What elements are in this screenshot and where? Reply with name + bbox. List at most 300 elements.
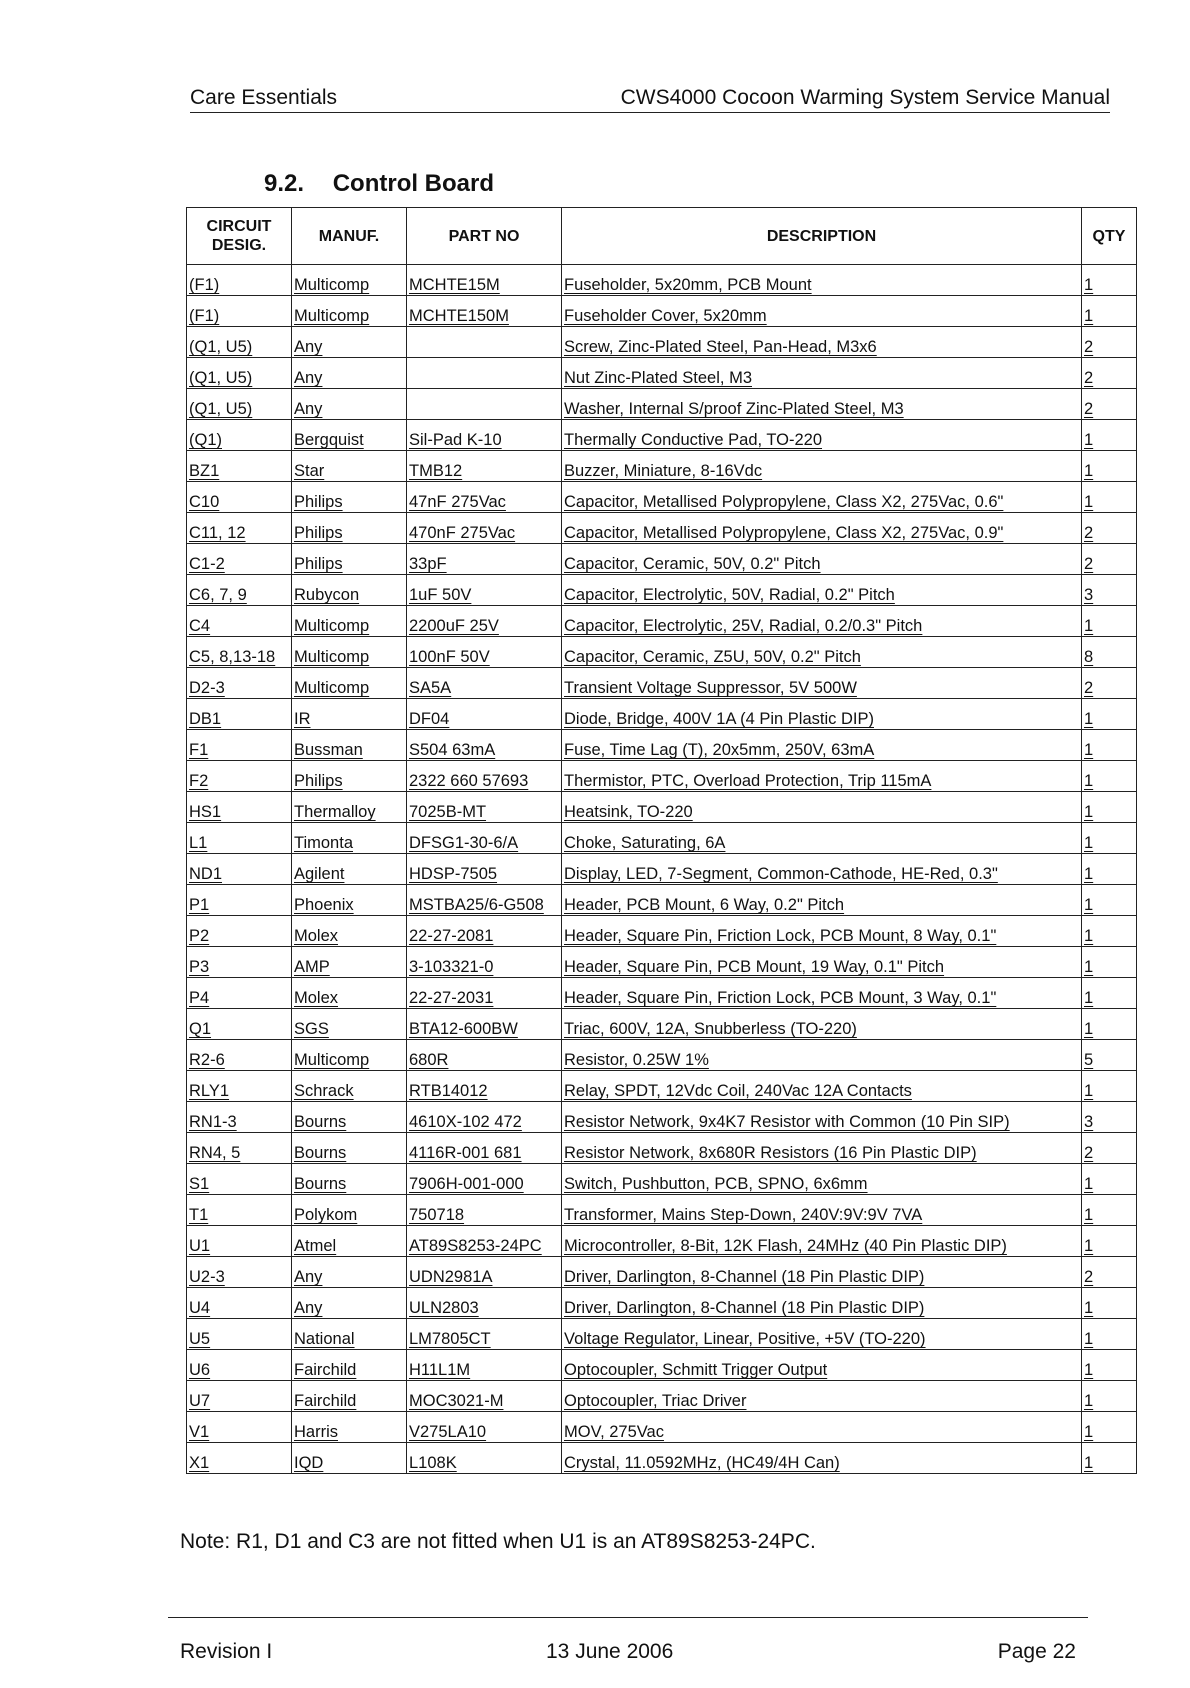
cell-qty-text: 2 — [1084, 369, 1094, 387]
cell-circuit-desig — [187, 296, 292, 327]
cell-qty-text: 3 — [1084, 1113, 1094, 1131]
cell-manufacturer-text: Bourns — [294, 1113, 347, 1131]
cell-qty-text: 1 — [1084, 462, 1094, 480]
cell-description — [562, 1226, 1082, 1257]
cell-manufacturer-text: SGS — [294, 1020, 329, 1038]
cell-part-no — [407, 1319, 562, 1350]
table-row — [187, 1381, 1137, 1412]
cell-description — [562, 389, 1082, 420]
cell-part-no-text: 7025B-MT — [409, 803, 487, 821]
cell-circuit-desig — [187, 668, 292, 699]
cell-description-text: Washer, Internal S/proof Zinc-Plated Steel, M3 — [564, 400, 904, 418]
cell-description — [562, 1102, 1082, 1133]
cell-circuit-desig-text: C1-2 — [189, 555, 225, 573]
cell-circuit-desig-text: Q1 — [189, 1020, 212, 1038]
footer-revision: Revision I — [180, 1640, 273, 1663]
cell-description-text: Resistor, 0.25W 1% — [564, 1051, 709, 1069]
cell-description-text: Crystal, 11.0592MHz, (HC49/4H Can) — [564, 1454, 840, 1472]
cell-circuit-desig-text: V1 — [189, 1423, 210, 1441]
cell-qty — [1082, 358, 1137, 389]
cell-circuit-desig-text: C5, 8,13-18 — [189, 648, 276, 666]
cell-part-no-text: DF04 — [409, 710, 450, 728]
cell-qty — [1082, 699, 1137, 730]
cell-description — [562, 1412, 1082, 1443]
cell-qty — [1082, 575, 1137, 606]
footer-date: 13 June 2006 — [546, 1640, 674, 1663]
cell-part-no — [407, 513, 562, 544]
cell-manufacturer — [292, 1381, 407, 1412]
table-row — [187, 1350, 1137, 1381]
cell-description — [562, 420, 1082, 451]
cell-manufacturer — [292, 1009, 407, 1040]
cell-qty — [1082, 1319, 1137, 1350]
page-header — [190, 84, 1110, 113]
table-row — [187, 916, 1137, 947]
cell-description — [562, 637, 1082, 668]
cell-qty-text: 3 — [1084, 586, 1094, 604]
cell-qty — [1082, 1164, 1137, 1195]
cell-part-no — [407, 1102, 562, 1133]
cell-circuit-desig — [187, 606, 292, 637]
cell-description-text: Diode, Bridge, 400V 1A (4 Pin Plastic DIP) — [564, 710, 874, 728]
cell-part-no-text: 4610X-102 472 — [409, 1113, 522, 1131]
section-title — [264, 170, 494, 198]
cell-circuit-desig — [187, 730, 292, 761]
cell-circuit-desig-text: U6 — [189, 1361, 211, 1379]
cell-circuit-desig — [187, 544, 292, 575]
cell-part-no-text: AT89S8253-24PC — [409, 1237, 542, 1255]
section-number: 9.2. — [264, 170, 305, 197]
cell-circuit-desig — [187, 1226, 292, 1257]
cell-manufacturer — [292, 544, 407, 575]
cell-manufacturer — [292, 575, 407, 606]
cell-manufacturer — [292, 1288, 407, 1319]
cell-qty-text: 1 — [1084, 927, 1094, 945]
cell-part-no — [407, 575, 562, 606]
cell-circuit-desig — [187, 265, 292, 296]
cell-qty-text: 1 — [1084, 1299, 1094, 1317]
cell-part-no-text: S504 63mA — [409, 741, 496, 759]
cell-circuit-desig — [187, 575, 292, 606]
cell-part-no — [407, 358, 562, 389]
cell-circuit-desig — [187, 947, 292, 978]
cell-qty — [1082, 761, 1137, 792]
cell-description — [562, 575, 1082, 606]
table-row — [187, 1040, 1137, 1071]
table-row — [187, 823, 1137, 854]
cell-circuit-desig — [187, 637, 292, 668]
cell-qty — [1082, 668, 1137, 699]
cell-part-no — [407, 1071, 562, 1102]
cell-circuit-desig — [187, 513, 292, 544]
cell-qty-text: 2 — [1084, 555, 1094, 573]
cell-qty-text: 1 — [1084, 896, 1094, 914]
cell-qty — [1082, 916, 1137, 947]
cell-circuit-desig-text: S1 — [189, 1175, 210, 1193]
cell-manufacturer-text: Fairchild — [294, 1361, 357, 1379]
cell-qty — [1082, 1102, 1137, 1133]
cell-description — [562, 916, 1082, 947]
section-heading: Control Board — [332, 170, 495, 197]
table-row — [187, 420, 1137, 451]
cell-part-no — [407, 916, 562, 947]
cell-qty-text: 1 — [1084, 1020, 1094, 1038]
cell-part-no — [407, 606, 562, 637]
cell-qty-text: 1 — [1084, 1175, 1094, 1193]
cell-part-no-text: 33pF — [409, 555, 447, 573]
cell-manufacturer-text: Philips — [294, 555, 343, 573]
cell-qty-text: 1 — [1084, 741, 1094, 759]
cell-circuit-desig — [187, 420, 292, 451]
cell-manufacturer — [292, 823, 407, 854]
table-row — [187, 513, 1137, 544]
cell-manufacturer-text: Timonta — [294, 834, 353, 852]
cell-description — [562, 1195, 1082, 1226]
cell-manufacturer-text: AMP — [294, 958, 330, 976]
cell-description-text: Fuseholder Cover, 5x20mm — [564, 307, 767, 325]
cell-description-text: Header, Square Pin, Friction Lock, PCB Mount, 8 Way, 0.1" — [564, 927, 997, 945]
cell-manufacturer-text: Multicomp — [294, 648, 370, 666]
cell-description — [562, 1257, 1082, 1288]
cell-qty — [1082, 296, 1137, 327]
cell-qty — [1082, 451, 1137, 482]
cell-manufacturer-text: Agilent — [294, 865, 345, 883]
cell-part-no-text: HDSP-7505 — [409, 865, 498, 883]
cell-manufacturer-text: Fairchild — [294, 1392, 357, 1410]
cell-circuit-desig-text: (Q1, U5) — [189, 400, 253, 418]
cell-circuit-desig — [187, 482, 292, 513]
cell-part-no-text: V275LA10 — [409, 1423, 487, 1441]
cell-part-no — [407, 451, 562, 482]
cell-qty-text: 2 — [1084, 524, 1094, 542]
cell-qty-text: 1 — [1084, 1454, 1094, 1472]
cell-description — [562, 885, 1082, 916]
cell-part-no-text: 22-27-2081 — [409, 927, 494, 945]
cell-description-text: Header, PCB Mount, 6 Way, 0.2" Pitch — [564, 896, 845, 914]
cell-circuit-desig — [187, 978, 292, 1009]
cell-description-text: Optocoupler, Triac Driver — [564, 1392, 747, 1410]
cell-part-no-text: MSTBA25/6-G508 — [409, 896, 544, 914]
cell-description — [562, 544, 1082, 575]
cell-manufacturer — [292, 1133, 407, 1164]
cell-description-text: Driver, Darlington, 8-Channel (18 Pin Plastic DIP) — [564, 1268, 925, 1286]
cell-circuit-desig — [187, 1412, 292, 1443]
cell-description-text: Resistor Network, 8x680R Resistors (16 Pin Plastic DIP) — [564, 1144, 977, 1162]
cell-manufacturer — [292, 1319, 407, 1350]
cell-part-no-text: BTA12-600BW — [409, 1020, 518, 1038]
cell-manufacturer-text: IR — [294, 710, 311, 728]
cell-manufacturer-text: Polykom — [294, 1206, 358, 1224]
cell-circuit-desig — [187, 885, 292, 916]
cell-manufacturer-text: Multicomp — [294, 1051, 370, 1069]
cell-manufacturer — [292, 1226, 407, 1257]
cell-part-no-text: 100nF 50V — [409, 648, 490, 666]
cell-qty — [1082, 1195, 1137, 1226]
cell-manufacturer-text: Star — [294, 462, 325, 480]
cell-part-no-text: H11L1M — [409, 1361, 471, 1379]
cell-qty-text: 1 — [1084, 710, 1094, 728]
cell-circuit-desig — [187, 1443, 292, 1474]
table-row — [187, 358, 1137, 389]
cell-qty — [1082, 1071, 1137, 1102]
cell-part-no — [407, 668, 562, 699]
cell-manufacturer-text: Multicomp — [294, 679, 370, 697]
cell-manufacturer-text: Any — [294, 1268, 323, 1286]
cell-manufacturer-text: Multicomp — [294, 276, 370, 294]
cell-manufacturer-text: Molex — [294, 927, 339, 945]
cell-manufacturer-text: Any — [294, 338, 323, 356]
footer-page-number: Page 22 — [997, 1640, 1076, 1663]
cell-part-no — [407, 1040, 562, 1071]
cell-manufacturer — [292, 637, 407, 668]
cell-description — [562, 699, 1082, 730]
cell-circuit-desig — [187, 327, 292, 358]
cell-qty — [1082, 606, 1137, 637]
cell-part-no-text: 1uF 50V — [409, 586, 472, 604]
cell-part-no-text: RTB14012 — [409, 1082, 488, 1100]
cell-manufacturer — [292, 1102, 407, 1133]
cell-circuit-desig-text: (Q1, U5) — [189, 338, 253, 356]
page-footer — [168, 1617, 1088, 1678]
table-row — [187, 792, 1137, 823]
cell-manufacturer-text: Schrack — [294, 1082, 354, 1100]
cell-manufacturer-text: Bussman — [294, 741, 363, 759]
cell-qty-text: 1 — [1084, 431, 1094, 449]
cell-part-no — [407, 420, 562, 451]
cell-manufacturer — [292, 265, 407, 296]
cell-circuit-desig — [187, 1102, 292, 1133]
cell-part-no — [407, 482, 562, 513]
cell-qty-text: 1 — [1084, 834, 1094, 852]
cell-circuit-desig — [187, 854, 292, 885]
parts-table-body — [187, 265, 1137, 1474]
cell-qty-text: 1 — [1084, 1237, 1094, 1255]
cell-qty-text: 1 — [1084, 307, 1094, 325]
cell-circuit-desig — [187, 792, 292, 823]
table-row — [187, 1071, 1137, 1102]
cell-circuit-desig-text: C6, 7, 9 — [189, 586, 247, 604]
cell-description-text: Screw, Zinc-Plated Steel, Pan-Head, M3x6 — [564, 338, 877, 356]
cell-description — [562, 668, 1082, 699]
table-row — [187, 730, 1137, 761]
cell-qty — [1082, 420, 1137, 451]
cell-manufacturer-text: Rubycon — [294, 586, 360, 604]
cell-part-no-text: TMB12 — [409, 462, 463, 480]
cell-circuit-desig-text: P1 — [189, 896, 210, 914]
cell-circuit-desig-text: X1 — [189, 1454, 210, 1472]
cell-circuit-desig-text: RN4, 5 — [189, 1144, 241, 1162]
table-row — [187, 327, 1137, 358]
cell-part-no-text: Sil-Pad K-10 — [409, 431, 502, 449]
cell-description — [562, 1288, 1082, 1319]
cell-part-no — [407, 637, 562, 668]
table-row — [187, 885, 1137, 916]
cell-circuit-desig — [187, 1133, 292, 1164]
cell-qty — [1082, 1009, 1137, 1040]
header-circuit-desig: CIRCUIT DESIG. — [187, 208, 292, 265]
cell-qty — [1082, 265, 1137, 296]
cell-description — [562, 1133, 1082, 1164]
cell-qty — [1082, 327, 1137, 358]
cell-part-no-text: 7906H-001-000 — [409, 1175, 524, 1193]
cell-part-no — [407, 265, 562, 296]
table-row — [187, 451, 1137, 482]
cell-qty — [1082, 482, 1137, 513]
cell-qty-text: 2 — [1084, 1144, 1094, 1162]
cell-manufacturer-text: Bourns — [294, 1175, 347, 1193]
cell-part-no-text: MCHTE15M — [409, 276, 500, 294]
cell-part-no — [407, 1288, 562, 1319]
header-description: DESCRIPTION — [562, 208, 1082, 265]
cell-manufacturer — [292, 730, 407, 761]
cell-circuit-desig-text: C4 — [189, 617, 211, 635]
cell-circuit-desig-text: R2-6 — [189, 1051, 225, 1069]
cell-circuit-desig — [187, 1164, 292, 1195]
cell-circuit-desig — [187, 916, 292, 947]
header-manual-title: CWS4000 Cocoon Warming System Service Manual — [620, 86, 1110, 109]
cell-part-no-text: 2322 660 57693 — [409, 772, 529, 790]
cell-manufacturer — [292, 699, 407, 730]
cell-manufacturer-text: Atmel — [294, 1237, 337, 1255]
cell-manufacturer — [292, 761, 407, 792]
cell-qty — [1082, 730, 1137, 761]
cell-manufacturer — [292, 1443, 407, 1474]
table-row — [187, 1257, 1137, 1288]
cell-qty — [1082, 1288, 1137, 1319]
cell-part-no-text: ULN2803 — [409, 1299, 479, 1317]
cell-qty-text: 1 — [1084, 276, 1094, 294]
cell-description — [562, 761, 1082, 792]
cell-part-no — [407, 1164, 562, 1195]
cell-description — [562, 1071, 1082, 1102]
table-row — [187, 1319, 1137, 1350]
cell-part-no-text: 2200uF 25V — [409, 617, 499, 635]
cell-qty — [1082, 885, 1137, 916]
cell-manufacturer-text: Philips — [294, 772, 343, 790]
cell-part-no — [407, 1257, 562, 1288]
cell-manufacturer-text: Multicomp — [294, 617, 370, 635]
cell-circuit-desig-text: P2 — [189, 927, 210, 945]
cell-description-text: Thermally Conductive Pad, TO-220 — [564, 431, 823, 449]
table-row — [187, 389, 1137, 420]
cell-part-no — [407, 792, 562, 823]
cell-circuit-desig-text: (Q1, U5) — [189, 369, 253, 387]
cell-manufacturer — [292, 1195, 407, 1226]
cell-manufacturer — [292, 327, 407, 358]
cell-circuit-desig-text: F2 — [189, 772, 209, 790]
cell-description-text: Transformer, Mains Step-Down, 240V:9V:9V 7VA — [564, 1206, 923, 1224]
table-row — [187, 668, 1137, 699]
header-part-no: PART NO — [407, 208, 562, 265]
cell-qty-text: 2 — [1084, 338, 1094, 356]
cell-part-no — [407, 1195, 562, 1226]
cell-part-no — [407, 1412, 562, 1443]
cell-description — [562, 1350, 1082, 1381]
cell-description-text: Voltage Regulator, Linear, Positive, +5V (TO-220) — [564, 1330, 926, 1348]
cell-description-text: Nut Zinc-Plated Steel, M3 — [564, 369, 752, 387]
cell-circuit-desig-text: C10 — [189, 493, 220, 511]
cell-manufacturer-text: Any — [294, 369, 323, 387]
cell-circuit-desig-text: BZ1 — [189, 462, 220, 480]
cell-circuit-desig — [187, 1195, 292, 1226]
cell-description-text: Switch, Pushbutton, PCB, SPNO, 6x6mm — [564, 1175, 868, 1193]
cell-description — [562, 947, 1082, 978]
cell-qty-text: 1 — [1084, 1423, 1094, 1441]
cell-part-no — [407, 1381, 562, 1412]
cell-part-no-text: 3-103321-0 — [409, 958, 494, 976]
cell-qty-text: 1 — [1084, 989, 1094, 1007]
cell-description — [562, 978, 1082, 1009]
cell-part-no-text: 470nF 275Vac — [409, 524, 516, 542]
table-row — [187, 1164, 1137, 1195]
cell-circuit-desig — [187, 1009, 292, 1040]
cell-circuit-desig — [187, 1381, 292, 1412]
cell-part-no-text: 4116R-001 681 — [409, 1144, 522, 1162]
table-row — [187, 978, 1137, 1009]
cell-description-text: Display, LED, 7-Segment, Common-Cathode, HE-Red, 0.3" — [564, 865, 998, 883]
cell-circuit-desig — [187, 358, 292, 389]
table-row — [187, 544, 1137, 575]
header-qty: QTY — [1082, 208, 1137, 265]
cell-qty-text: 2 — [1084, 1268, 1094, 1286]
cell-part-no — [407, 544, 562, 575]
cell-description-text: Transient Voltage Suppressor, 5V 500W — [564, 679, 857, 697]
cell-qty-text: 2 — [1084, 679, 1094, 697]
cell-manufacturer — [292, 420, 407, 451]
cell-part-no — [407, 1350, 562, 1381]
cell-qty — [1082, 1133, 1137, 1164]
cell-description-text: Triac, 600V, 12A, Snubberless (TO-220) — [564, 1020, 857, 1038]
cell-circuit-desig-text: U2-3 — [189, 1268, 225, 1286]
cell-manufacturer-text: Bergquist — [294, 431, 364, 449]
cell-qty-text: 1 — [1084, 1361, 1094, 1379]
cell-part-no — [407, 1443, 562, 1474]
cell-description — [562, 792, 1082, 823]
table-header-row — [187, 208, 1137, 265]
cell-part-no-text: SA5A — [409, 679, 452, 697]
cell-description-text: Resistor Network, 9x4K7 Resistor with Common (10 Pin SIP) — [564, 1113, 1010, 1131]
cell-description — [562, 327, 1082, 358]
cell-description-text: Capacitor, Ceramic, Z5U, 50V, 0.2" Pitch — [564, 648, 861, 666]
cell-description-text: Capacitor, Electrolytic, 50V, Radial, 0.2" Pitch — [564, 586, 895, 604]
cell-manufacturer — [292, 1040, 407, 1071]
table-row — [187, 296, 1137, 327]
cell-description-text: Fuseholder, 5x20mm, PCB Mount — [564, 276, 812, 294]
table-row — [187, 1288, 1137, 1319]
cell-circuit-desig-text: L1 — [189, 834, 208, 852]
cell-description — [562, 296, 1082, 327]
cell-circuit-desig-text: (F1) — [189, 276, 220, 294]
cell-part-no-text: UDN2981A — [409, 1268, 493, 1286]
cell-description-text: Capacitor, Metallised Polypropylene, Class X2, 275Vac, 0.9" — [564, 524, 1004, 542]
cell-manufacturer — [292, 1412, 407, 1443]
table-row — [187, 575, 1137, 606]
cell-circuit-desig — [187, 699, 292, 730]
cell-qty-text: 1 — [1084, 1392, 1094, 1410]
cell-manufacturer-text: Multicomp — [294, 307, 370, 325]
cell-circuit-desig-text: D2-3 — [189, 679, 225, 697]
cell-description — [562, 823, 1082, 854]
cell-qty-text: 1 — [1084, 958, 1094, 976]
cell-manufacturer-text: Thermalloy — [294, 803, 376, 821]
cell-part-no-text: 47nF 275Vac — [409, 493, 506, 511]
cell-manufacturer — [292, 916, 407, 947]
cell-qty — [1082, 823, 1137, 854]
cell-description — [562, 358, 1082, 389]
cell-description-text: Header, Square Pin, Friction Lock, PCB Mount, 3 Way, 0.1" — [564, 989, 997, 1007]
cell-description-text: MOV, 275Vac — [564, 1423, 664, 1441]
table-row — [187, 1443, 1137, 1474]
